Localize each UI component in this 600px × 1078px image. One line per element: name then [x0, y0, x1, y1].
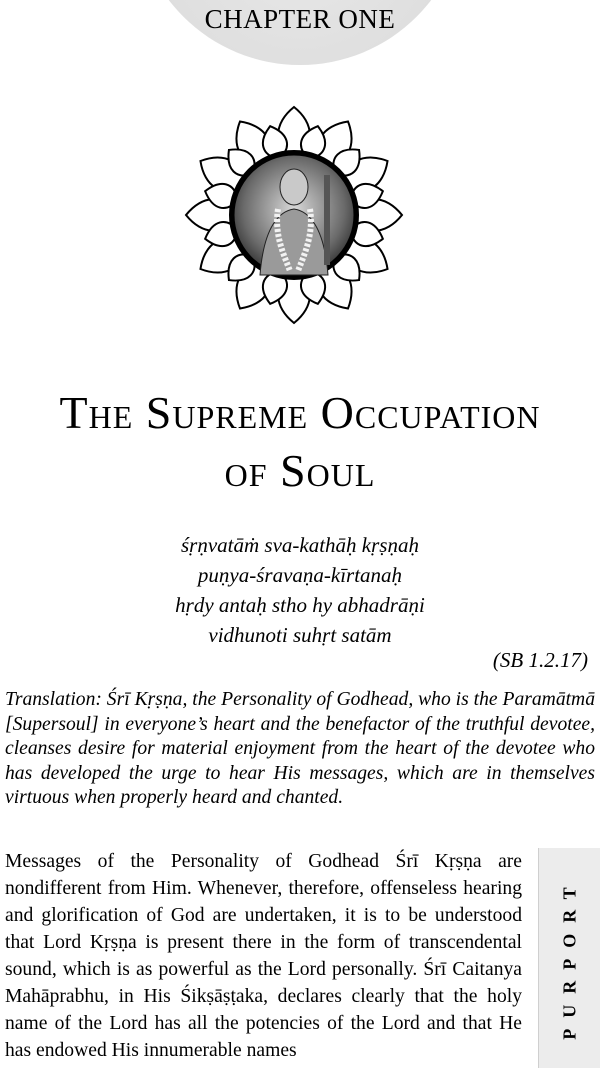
purport-paragraph: Messages of the Personality of Godhead Śrī Kṛṣṇa are nondifferent from Him. Whenever, therefore, offenseless hearing and glorification of God are undertaken, it is to be understood that Lord Kṛṣṇa is present there in the form of transcendental sound, which is as powerful as the Lord personally. Śrī Caitanya Mahāprabhu, in His Śikṣāṣṭaka, declares clearly that the holy name of the Lord has all the potencies of the Lord and that He has endowed His innumerable names: [5, 851, 522, 1061]
title-line-1: The Supreme Occupation: [59, 387, 541, 438]
verse-line: puṇya-śravaṇa-kīrtanaḥ: [197, 563, 403, 587]
verse-line: śṛṇvatāṁ sva-kathāḥ kṛṣṇaḥ: [181, 533, 419, 557]
title-line-2: of Soul: [224, 445, 376, 496]
verse-line: vidhunoti suhṛt satām: [208, 623, 392, 647]
lotus-portrait-icon: [178, 104, 410, 326]
purport-side-tab: [538, 848, 600, 1068]
chapter-title: [0, 384, 600, 500]
verse-reference: (SB 1.2.17): [492, 648, 588, 672]
purport-label: PURPORT: [559, 876, 580, 1040]
translation-paragraph: Translation: Śrī Kṛṣṇa, the Personality of Godhead, who is the Paramātmā [Supersoul] in everyone’s heart and the benefactor of the truthful devotee, cleanses desire for material enjoyment from the heart of the devotee who has developed the urge to hear His messages, which are in themselves virtuous when properly heard and chanted.: [5, 689, 596, 809]
sanskrit-verse: [0, 530, 600, 650]
chapter-heading: CHAPTER ONE: [204, 4, 396, 34]
verse-line: hṛdy antaḥ stho hy abhadrāṇi: [175, 593, 425, 617]
